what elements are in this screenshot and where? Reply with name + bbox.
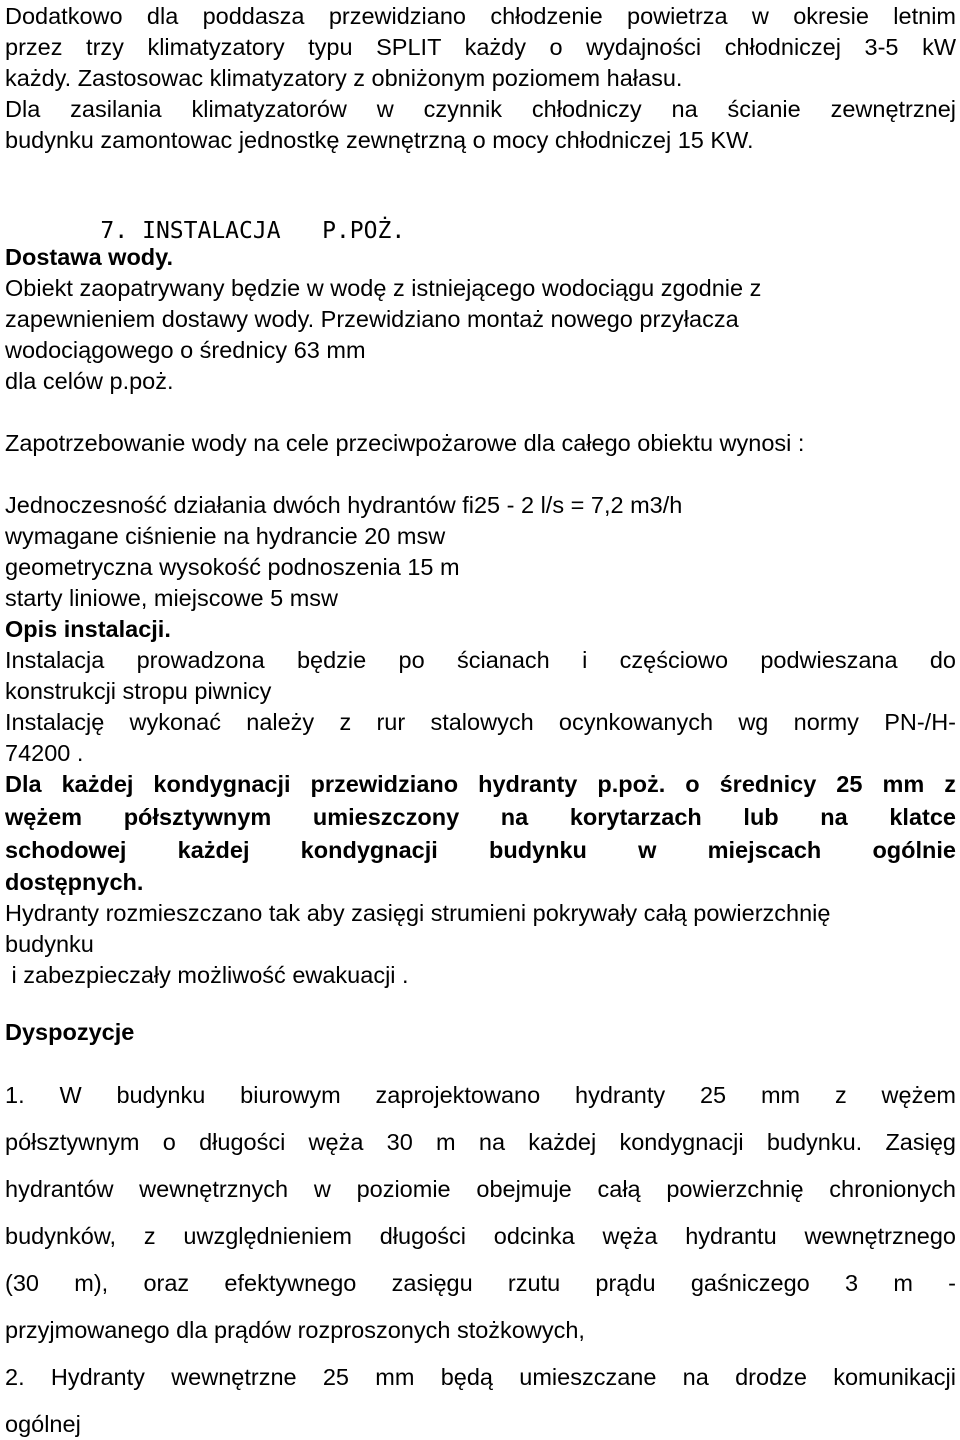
intro-line: każdy. Zastosowac klimatyzatory z obniżonym poziomem hałasu. xyxy=(5,65,683,91)
dispositions-line: budynków, z uwzględnieniem długości odcinka węża hydrantu wewnętrznego xyxy=(5,1223,956,1249)
installation-line: Instalację wykonać należy z rur stalowych ocynkowanych wg normy PN-/H- xyxy=(5,709,956,735)
intro-line: Dodatkowo dla poddasza przewidziano chłodzenie powietrza w okresie letnim xyxy=(5,3,956,29)
section-number: 7. xyxy=(100,218,129,244)
dispositions-line: przyjmowanego dla prądów rozproszonych stożkowych, xyxy=(5,1317,585,1343)
demand-line: Jednoczesność działania dwóch hydrantów fi25 - 2 l/s = 7,2 m3/h xyxy=(5,492,683,518)
installation-heading: Opis instalacji. xyxy=(5,616,171,642)
installation-after-line: budynku xyxy=(5,931,94,957)
demand-line: starty liniowe, miejscowe 5 msw xyxy=(5,585,339,611)
intro-line: budynku zamontowac jednostkę zewnętrzną o mocy chłodniczej 15 KW. xyxy=(5,127,754,153)
water-line: zapewnieniem dostawy wody. Przewidziano montaż nowego przyłacza xyxy=(5,306,739,332)
water-line: Obiekt zaopatrywany będzie w wodę z istniejącego wodociągu zgodnie z xyxy=(5,275,762,301)
water-line: wodociągowego o średnicy 63 mm xyxy=(5,337,366,363)
installation-line: Instalacja prowadzona będzie po ścianach i częściowo podwieszana do xyxy=(5,647,956,673)
installation-after-line: i zabezpieczały możliwość ewakuacji . xyxy=(5,962,409,988)
hydrant-bold-line: dostępnych. xyxy=(5,869,144,895)
installation-after-line: Hydranty rozmieszczano tak aby zasięgi strumieni pokrywały całą powierzchnię xyxy=(5,900,831,926)
installation-line: konstrukcji stropu piwnicy xyxy=(5,678,272,704)
intro-line: przez trzy klimatyzatory typu SPLIT każdy o wydajności chłodniczej 3-5 kW xyxy=(5,34,956,60)
demand-line: geometryczna wysokość podnoszenia 15 m xyxy=(5,554,460,580)
section-heading xyxy=(45,180,406,244)
dispositions-line: (30 m), oraz efektywnego zasięgu rzutu prądu gaśniczego 3 m - xyxy=(5,1270,956,1296)
dispositions-heading: Dyspozycje xyxy=(5,1019,135,1045)
dispositions-line: 2. Hydranty wewnętrzne 25 mm będą umieszczane na drodze komunikacji xyxy=(5,1364,956,1390)
dispositions-line: ogólnej xyxy=(5,1411,81,1437)
section-title: INSTALACJA P.POŻ. xyxy=(142,218,406,244)
dispositions-line: 1. W budynku biurowym zaprojektowano hydranty 25 mm z wężem xyxy=(5,1082,956,1108)
demand-intro: Zapotrzebowanie wody na cele przeciwpożarowe dla całego obiektu wynosi : xyxy=(5,430,805,456)
hydrant-bold-line: wężem półsztywnym umieszczony na korytarzach lub na klatce xyxy=(5,804,956,830)
demand-line: wymagane ciśnienie na hydrancie 20 msw xyxy=(5,523,446,549)
intro-line: Dla zasilania klimatyzatorów w czynnik chłodniczy na ścianie zewnętrznej xyxy=(5,96,956,122)
hydrant-bold-line: Dla każdej kondygnacji przewidziano hydranty p.poż. o średnicy 25 mm z xyxy=(5,771,956,797)
water-heading: Dostawa wody. xyxy=(5,244,174,270)
hydrant-bold-line: schodowej każdej kondygnacji budynku w miejscach ogólnie xyxy=(5,837,956,863)
dispositions-line: półsztywnym o długości węża 30 m na każdej kondygnacji budynku. Zasięg xyxy=(5,1129,956,1155)
water-line: dla celów p.poż. xyxy=(5,368,174,394)
installation-line: 74200 . xyxy=(5,740,84,766)
dispositions-line: hydrantów wewnętrznych w poziomie obejmuje całą powierzchnię chronionych xyxy=(5,1176,956,1202)
